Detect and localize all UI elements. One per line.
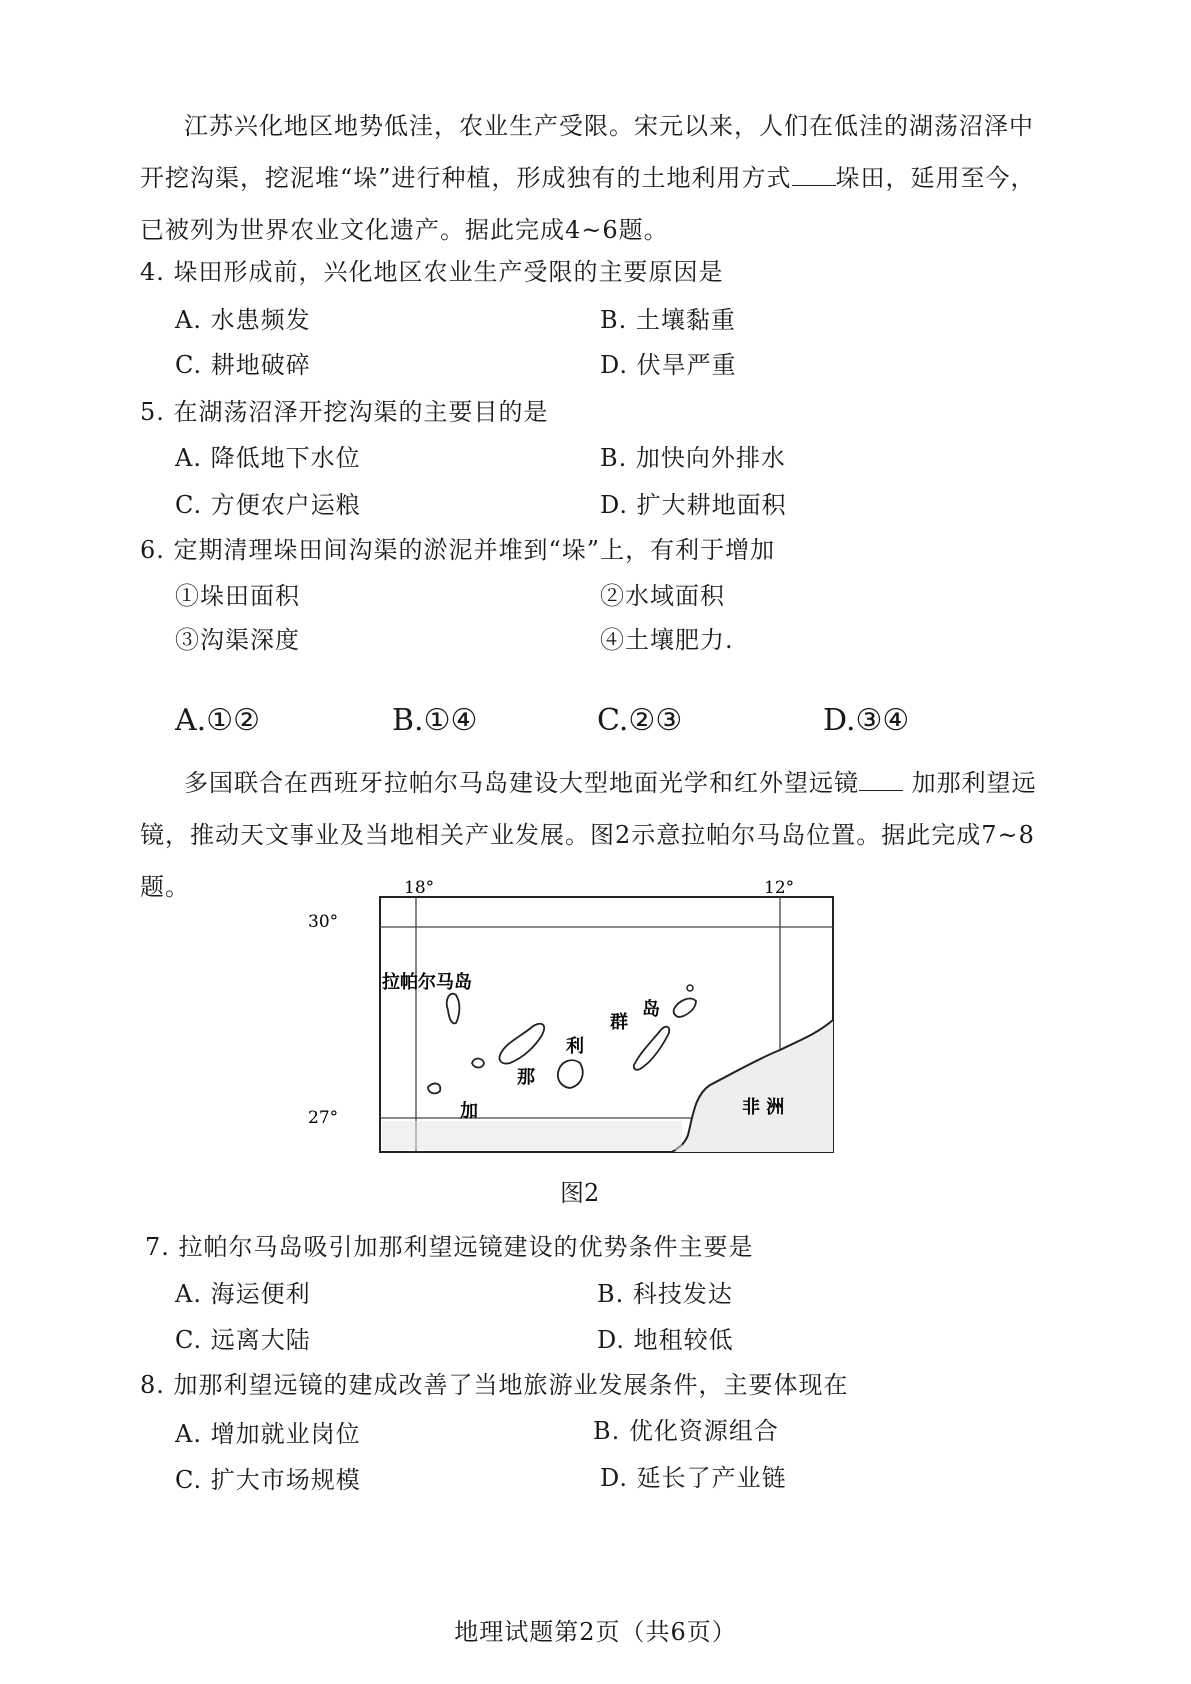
q6-statement-4: ④土壤肥力. (600, 626, 734, 654)
intro-paragraph-1 (140, 100, 1040, 256)
q6-option-b[interactable]: B.①④ (392, 703, 478, 738)
intro2-text-a: 多国联合在西班牙拉帕尔马岛建设大型地面光学和红外望远镜 (184, 769, 859, 797)
q5-option-c[interactable]: C. 方便农户运粮 (175, 491, 361, 519)
label-qun: 群 (610, 1012, 628, 1033)
q8-option-c[interactable]: C. 扩大市场规模 (175, 1466, 361, 1494)
q4-option-a[interactable]: A. 水患频发 (175, 306, 311, 334)
q6-option-d[interactable]: D.③④ (823, 703, 910, 738)
page-footer: 地理试题第2页（共6页） (454, 1618, 737, 1646)
label-jia: 加 (460, 1101, 478, 1122)
lon-left-label: 18° (404, 878, 435, 898)
africa-label: 非 洲 (742, 1097, 785, 1118)
q6-statement-1: ①垛田面积 (175, 582, 300, 610)
q4-option-d[interactable]: D. 伏旱严重 (600, 351, 737, 379)
q4-option-c[interactable]: C. 耕地破碎 (175, 351, 311, 379)
q8-option-a[interactable]: A. 增加就业岗位 (175, 1420, 361, 1448)
q7-option-b[interactable]: B. 科技发达 (597, 1280, 733, 1308)
canary-islands-map (308, 878, 860, 1165)
question-8-stem: 8. 加那利望远镜的建成改善了当地旅游业发展条件，主要体现在 (140, 1371, 849, 1399)
figure-caption: 图2 (560, 1179, 600, 1207)
label-li: 利 (566, 1036, 584, 1057)
q4-option-b[interactable]: B. 土壤黏重 (600, 306, 736, 334)
intro1-text-a: 江苏兴化地区地势低洼，农业生产受限。宋元以来，人们在低洼的湖荡沼泽中开挖沟渠，挖泥堆“垛”进行种植，形成独有的土地利用方式 (140, 112, 1034, 192)
fill-blank (792, 165, 836, 186)
q5-option-b[interactable]: B. 加快向外排水 (600, 444, 786, 472)
lat-top-label: 30° (308, 912, 339, 932)
lon-right-label: 12° (764, 878, 795, 898)
question-5-stem: 5. 在湖荡沼泽开挖沟渠的主要目的是 (140, 398, 549, 426)
label-dao: 岛 (642, 999, 660, 1020)
q6-option-a[interactable]: A.①② (175, 703, 260, 738)
scan-noise (382, 1121, 682, 1150)
intro2-text-b: 加那利望远镜，推动天文事业及当地相关产业发展。图2示意拉帕尔马岛位置。据此完成7~8题。 (140, 769, 1037, 901)
la-palma-label: 拉帕尔马岛 (382, 972, 472, 993)
question-6-stem: 6. 定期清理垛田间沟渠的淤泥并堆到“垛”上，有利于增加 (140, 536, 776, 564)
q8-option-b[interactable]: B. 优化资源组合 (593, 1417, 779, 1445)
question-7-stem: 7. 拉帕尔马岛吸引加那利望远镜建设的优势条件主要是 (145, 1233, 754, 1261)
q6-option-c[interactable]: C.②③ (597, 703, 683, 738)
lat-bottom-label: 27° (308, 1108, 339, 1128)
label-na: 那 (517, 1067, 535, 1088)
q6-statement-3: ③沟渠深度 (175, 626, 300, 654)
q7-option-c[interactable]: C. 远离大陆 (175, 1326, 311, 1354)
fill-blank-2 (859, 770, 903, 791)
q7-option-d[interactable]: D. 地租较低 (597, 1326, 734, 1354)
question-4-stem: 4. 垛田形成前，兴化地区农业生产受限的主要原因是 (140, 258, 724, 286)
q6-statement-2: ②水域面积 (600, 582, 725, 610)
intro1-text-b: 垛田，延用至今，已被列为世界农业文化遗产。据此完成4~6题。 (140, 164, 1036, 244)
q5-option-d[interactable]: D. 扩大耕地面积 (600, 491, 787, 519)
q8-option-d[interactable]: D. 延长了产业链 (600, 1464, 787, 1492)
q5-option-a[interactable]: A. 降低地下水位 (175, 444, 361, 472)
q7-option-a[interactable]: A. 海运便利 (175, 1280, 311, 1308)
